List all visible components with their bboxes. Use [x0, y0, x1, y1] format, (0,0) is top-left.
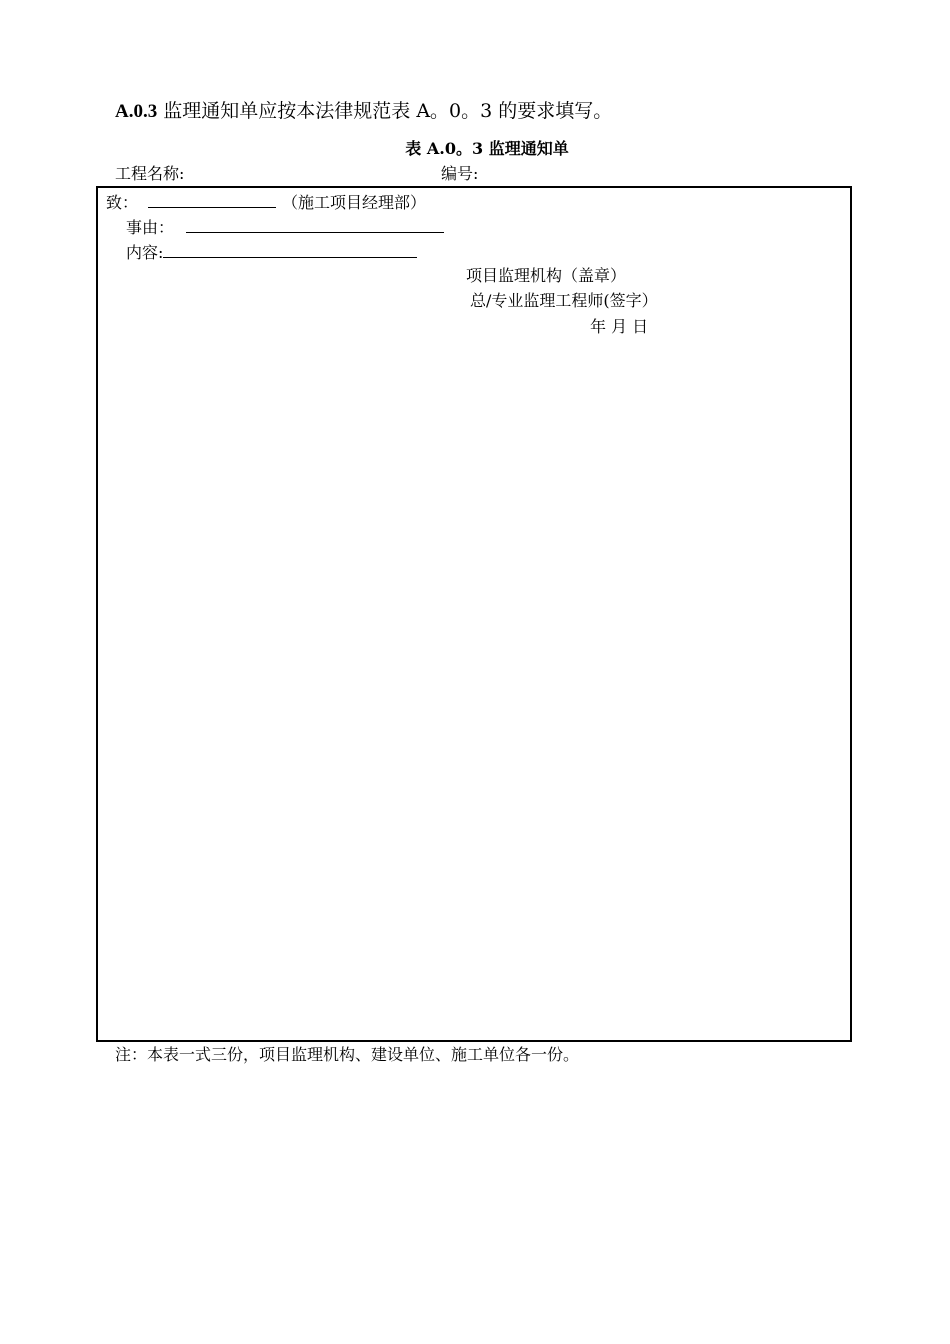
subject-line: [126, 216, 444, 239]
subject-blank-field[interactable]: [186, 216, 444, 233]
to-suffix: （施工项目经理部）: [282, 193, 427, 212]
date-label: 年 月 日: [590, 317, 649, 336]
subject-label: 事由：: [126, 218, 175, 237]
engineer-sign-label: 总/专业监理工程师(签字）: [470, 291, 658, 310]
content-line: [126, 241, 417, 264]
to-line: [106, 191, 426, 214]
to-blank-field[interactable]: [148, 191, 276, 208]
footer-note: 注：本表一式三份，项目监理机构、建设单位、施工单位各一份。: [115, 1045, 580, 1064]
table-title: 表 A.0。3 监理通知单: [405, 139, 569, 158]
clause-number: A.0.3: [115, 101, 158, 122]
content-label: 内容:: [126, 243, 164, 262]
org-seal-label: 项目监理机构（盖章）: [466, 266, 627, 285]
content-blank-field[interactable]: [163, 241, 417, 258]
to-label: 致：: [106, 193, 139, 212]
notice-form-box: [96, 186, 852, 1042]
project-name-label: 工程名称:: [115, 164, 185, 183]
number-label: 编号:: [441, 164, 479, 183]
intro-paragraph: [115, 98, 612, 125]
intro-text: 监理通知单应按本法律规范表 A。0。3 的要求填写。: [157, 100, 613, 122]
